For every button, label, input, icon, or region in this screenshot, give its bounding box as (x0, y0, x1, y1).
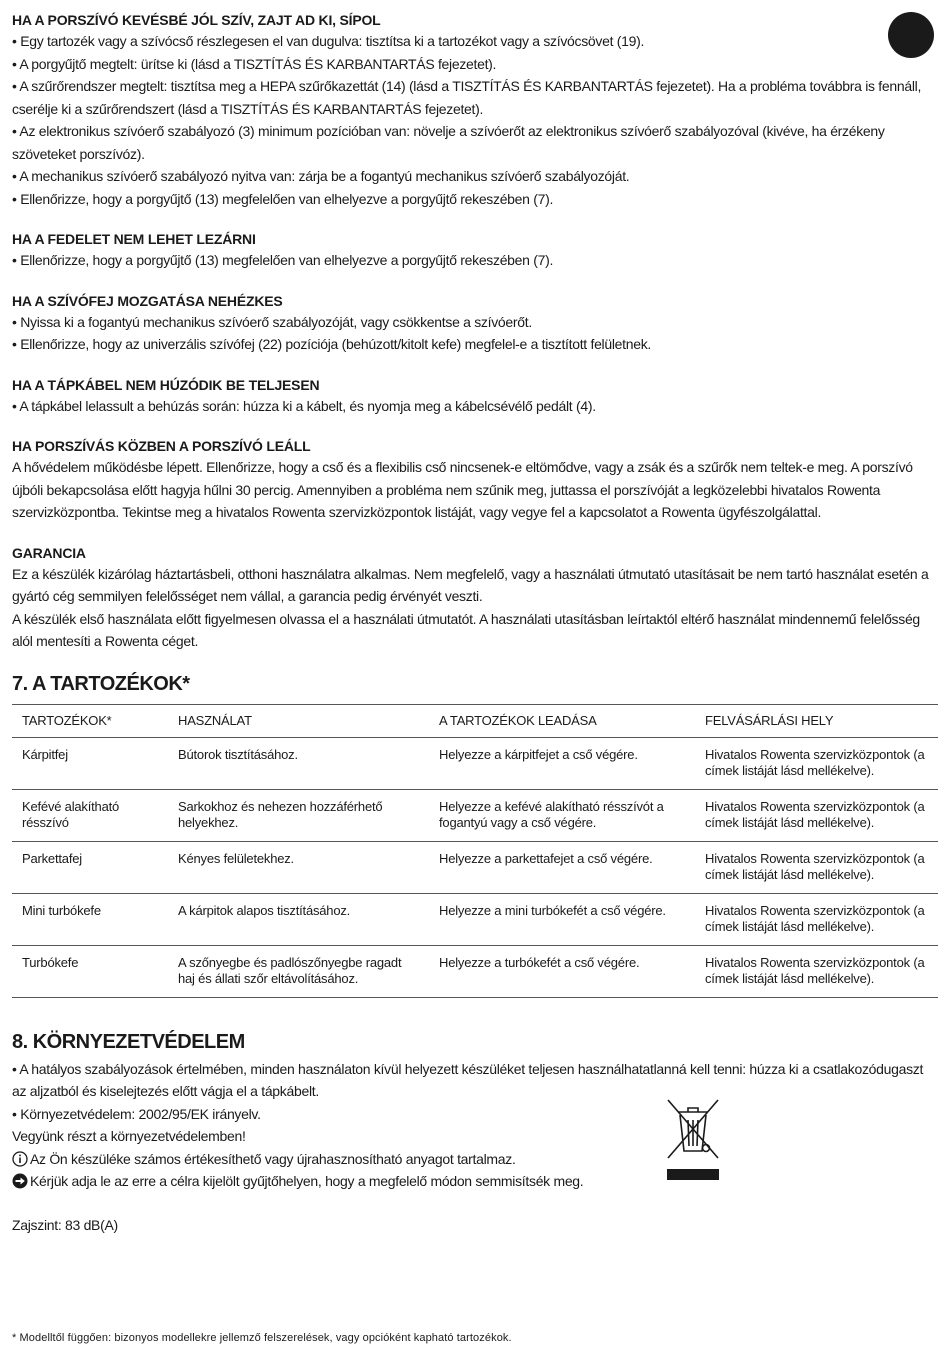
section-heading: HA PORSZÍVÁS KÖZBEN A PORSZÍVÓ LEÁLL (12, 438, 311, 454)
environment-section (12, 1030, 938, 1237)
environment-title: 8. KÖRNYEZETVÉDELEM (12, 1030, 245, 1053)
table-row (12, 841, 938, 893)
table-cell: Helyezze a kárpitfejet a cső végére. (429, 737, 695, 789)
table-cell: A szőnyegbe és padlószőnyegbe ragadt haj és állati szőr eltávolításához. (168, 945, 429, 997)
table-cell: Bútorok tisztításához. (168, 737, 429, 789)
table-row (12, 893, 938, 945)
table-cell: Kefévé alakítható résszívó (12, 789, 168, 841)
table-cell: Hivatalos Rowenta szervizközpontok (a címek listáját lásd mellékelve). (695, 841, 938, 893)
section-text: • Az elektronikus szívóerő szabályozó (3) minimum pozícióban van: növelje a szívóerőt az elektronikus szívóerő szabályozóval (kivéve, ha érzékeny szöveteket porszívóz). (12, 123, 885, 162)
section-text: A hővédelem működésbe lépett. Ellenőrizze, hogy a cső és a flexibilis cső nincsenek-e eltömődve, vagy a zsák és a szűrők nem teltek-e meg. A porszívó újbóli bekapcsolása előtt hagyja hűlni 30 percig. Amennyiben a probléma nem szűnik meg, juttassa el porszívóját a legközelebbi hivatalos Rowenta szervizközpontba. Tekintse meg a hivatalos Rowenta szervizközpontok listáját, vagy vegye fel a kapcsolatot a Rowenta ügyfészolgálattal. (12, 459, 913, 520)
table-cell: Hivatalos Rowenta szervizközpontok (a címek listáját lásd mellékelve). (695, 893, 938, 945)
table-row (12, 737, 938, 789)
accessories-title: 7. A TARTOZÉKOK* (12, 672, 190, 695)
table-cell: Kárpitfej (12, 737, 168, 789)
section-text: • A tápkábel lelassult a behúzás során: húzza ki a kábelt, és nyomja meg a kábelcsévélő pedált (4). (12, 397, 596, 414)
table-cell: A kárpitok alapos tisztításához. (168, 893, 429, 945)
troubleshooting-section (12, 10, 938, 653)
table-cell: Hivatalos Rowenta szervizközpontok (a címek listáját lásd mellékelve). (695, 945, 938, 997)
environment-text: • Környezetvédelem: 2002/95/EK irányelv. (12, 1105, 261, 1122)
table-cell: Helyezze a turbókefét a cső végére. (429, 945, 695, 997)
column-header: HASZNÁLAT (168, 704, 429, 737)
troubleshooting-block (12, 291, 938, 356)
crossed-out-bin-icon (664, 1096, 722, 1184)
section-text: • Ellenőrizze, hogy a porgyűjtő (13) megfelelően van elhelyezve a porgyűjtő rekeszében (7). (12, 190, 554, 207)
table-cell: Helyezze a kefévé alakítható résszívót a fogantyú vagy a cső végére. (429, 789, 695, 841)
environment-text: Kérjük adja le az erre a célra kijelölt gyűjtőhelyen, hogy a megfelelő módon semmisítsék meg. (30, 1173, 584, 1189)
troubleshooting-block (12, 375, 938, 418)
section-text: • A mechanikus szívóerő szabályozó nyitva van: zárja be a fogantyú mechanikus szívóerő szabályozóját. (12, 168, 630, 184)
section-text: • A szűrőrendszer megtelt: tisztítsa meg a HEPA szűrőkazettát (14) (lásd a TISZTÍTÁS ÉS KARBANTARTÁS fejezetet). Ha a probléma továbbra is fennáll, cserélje ki a szűrőrendszert (lásd a TISZTÍTÁS ÉS KARBANTARTÁS fejezetet). (12, 78, 922, 117)
section-text: • Ellenőrizze, hogy az univerzális szívófej (22) pozíciója (behúzott/kitolt kefe) megfelel-e a tisztított felületnek. (12, 336, 652, 352)
environment-info-line (12, 1148, 938, 1171)
environment-text: • A hatályos szabályozások értelmében, minden használaton kívül helyezett készüléket teljesen használhatatlanná kell tenni: húzza ki a csatlakozódugaszt az aljzatból és kiselejtezés előtt vágja el a tápkábelt. (12, 1060, 924, 1099)
column-header: TARTOZÉKOK* (12, 704, 168, 737)
accessories-table (12, 704, 938, 998)
section-text: Ez a készülék kizárólag háztartásbeli, otthoni használatra alkalmas. Nem megfelelő, vagy a használati útmutató utasításait be nem tartó használat esetén a gyártó cég semmilyen felelősséget nem vállal, a garancia pedig érvényét veszti. (12, 565, 929, 604)
section-text: • A porgyűjtő megtelt: ürítse ki (lásd a TISZTÍTÁS ÉS KARBANTARTÁS fejezetet). (12, 55, 497, 72)
section-heading: HA A PORSZÍVÓ KEVÉSBÉ JÓL SZÍV, ZAJT AD KI, SÍPOL (12, 12, 381, 28)
table-cell: Mini turbókefe (12, 893, 168, 945)
table-row (12, 945, 938, 997)
table-cell: Helyezze a mini turbókefét a cső végére. (429, 893, 695, 945)
troubleshooting-block (12, 543, 938, 653)
manual-page (12, 10, 938, 1236)
section-text: • Nyissa ki a fogantyú mechanikus szívóerő szabályozóját, vagy csökkentse a szívóerőt. (12, 313, 532, 330)
environment-text: Az Ön készüléke számos értékesíthető vagy újrahasznosítható anyagot tartalmaz. (30, 1150, 516, 1167)
section-text: A készülék első használata előtt figyelmesen olvassa el a használati útmutatót. A használati utasításban leírtaktól eltérő használat mindennemű felelősség alól mentesíti a Rowenta céget. (12, 610, 920, 649)
section-text: • Egy tartozék vagy a szívócső részlegesen el van dugulva: tisztítsa ki a tartozékot vagy a szívócsövet (19). (12, 33, 645, 49)
environment-arrow-line (12, 1170, 938, 1193)
table-cell: Hivatalos Rowenta szervizközpontok (a címek listáját lásd mellékelve). (695, 737, 938, 789)
table-cell: Kényes felületekhez. (168, 841, 429, 893)
table-cell: Helyezze a parkettafejet a cső végére. (429, 841, 695, 893)
info-circle-icon (12, 1151, 28, 1167)
section-heading: HA A FEDELET NEM LEHET LEZÁRNI (12, 231, 256, 247)
section-heading: HA A TÁPKÁBEL NEM HÚZÓDIK BE TELJESEN (12, 376, 320, 393)
section-heading: GARANCIA (12, 544, 86, 561)
section-text: • Ellenőrizze, hogy a porgyűjtő (13) megfelelően van elhelyezve a porgyűjtő rekeszében (7). (12, 252, 554, 268)
troubleshooting-block (12, 229, 938, 272)
section-heading: HA A SZÍVÓFEJ MOZGATÁSA NEHÉZKES (12, 292, 283, 309)
column-header: A TARTOZÉKOK LEADÁSA (429, 704, 695, 737)
table-cell: Hivatalos Rowenta szervizközpontok (a címek listáját lásd mellékelve). (695, 789, 938, 841)
noise-level: Zajszint: 83 dB(A) (12, 1216, 118, 1233)
table-cell: Sarkokhoz és nehezen hozzáférhető helyekhez. (168, 789, 429, 841)
table-cell: Parkettafej (12, 841, 168, 893)
troubleshooting-block (12, 10, 938, 210)
column-header: FELVÁSÁRLÁSI HELY (695, 704, 938, 737)
table-row (12, 789, 938, 841)
troubleshooting-block (12, 436, 938, 524)
arrow-right-icon (12, 1173, 28, 1189)
table-cell: Turbókefe (12, 945, 168, 997)
table-header-row (12, 704, 938, 737)
environment-text: Vegyünk részt a környezetvédelemben! (12, 1128, 246, 1144)
footnote: * Modelltől függően: bizonyos modellekre jellemző felszerelések, vagy opcióként kapható tartozékok. (12, 1332, 512, 1344)
